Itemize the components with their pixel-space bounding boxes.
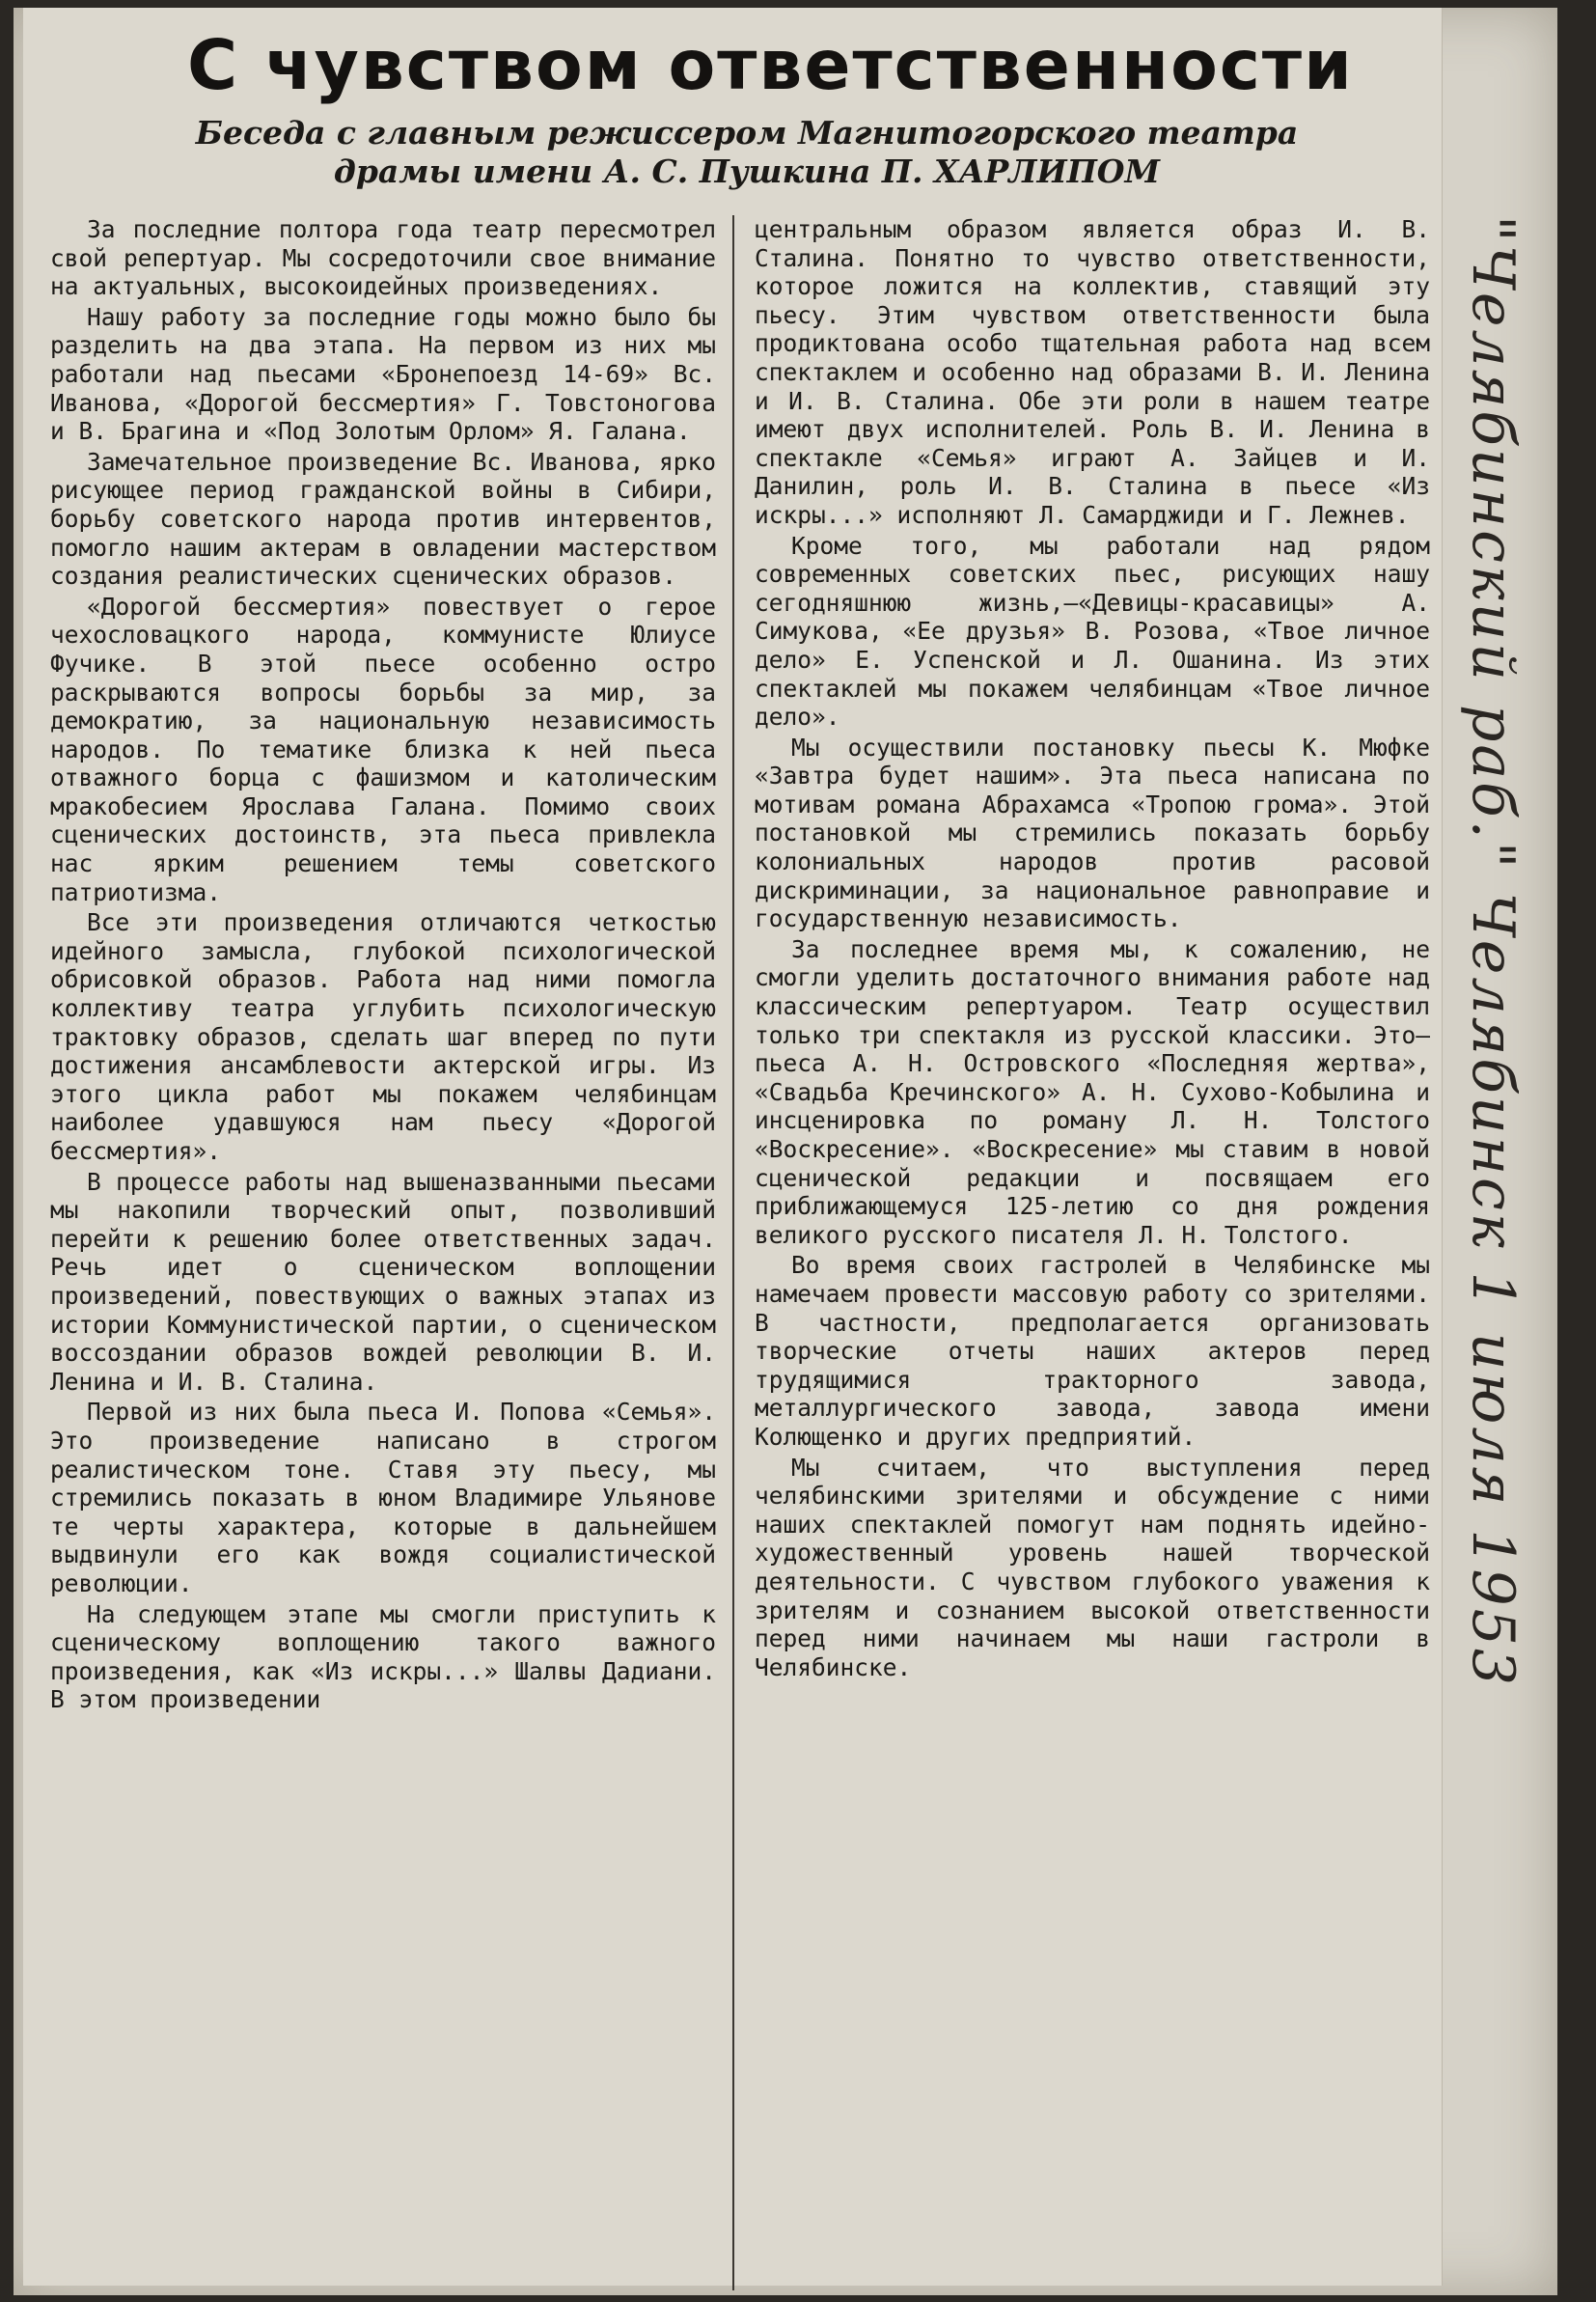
left-column [50, 215, 716, 1716]
paragraph: Первой из них была пьеса И. Попова «Семья». Это произведение написано в строгом реалистическом тоне. Ставя эту пьесу, мы стремились показать в юном Владимире Ульянове те черты характера, которые в дальнейшем выдвинули его как вождя социалистической революции. [50, 1398, 716, 1597]
newspaper-scan [14, 8, 1557, 2295]
paragraph: центральным образом является образ И. В. Сталина. Понятно то чувство ответственности, которое ложится на коллектив, ставящий эту пьесу. Этим чувством ответственности была продиктована особо тщательная работа над всем спектаклем и особенно над образами В. И. Ленина и И. В. Сталина. Обе эти роли в нашем театре имеют двух исполнителей. Роль В. И. Ленина в спектакле «Семья» играют А. Зайцев и И. Данилин, роль И. В. Сталина в пьесе «Из искры...» исполняют Л. Самарджиди и Г. Лежнев. [755, 215, 1430, 529]
newspaper-clipping [23, 8, 1443, 2286]
paragraph: Кроме того, мы работали над рядом современных советских пьес, рисующих нашу сегодняшнюю жизнь,—«Девицы-красавицы» А. Симукова, «Ее друзья» В. Розова, «Твое личное дело» Е. Успенской и Л. Ошанина. Из этих спектаклей мы покажем челябинцам «Твое личное дело». [755, 531, 1430, 732]
subtitle-line-2: драмы имени А. С. Пушкина П. ХАРЛИПОМ [333, 153, 1161, 190]
handwritten-source-note: "Челябинский раб." Челябинск 1 июля 1953 [1459, 215, 1527, 1689]
article-headline: С чувством ответственности [187, 25, 1354, 105]
paragraph: На следующем этапе мы смогли приступить к сценическому воплощению такого важного произведения, как «Из искры...» Шалвы Дадиани. В этом произведении [50, 1599, 716, 1714]
paragraph: Замечательное произведение Вс. Иванова, ярко рисующее период гражданской войны в Сибири, борьбу советского народа против интервентов, помогло нашим актерам в овладении мастерством создания реалистических сценических образов. [50, 447, 716, 591]
subtitle-line-1: Беседа с главным режиссером Магнитогорского театра [195, 114, 1299, 152]
paragraph: За последние полтора года театр пересмотрел свой репертуар. Мы сосредоточили свое внимание на актуальных, высокоидейных произведениях. [50, 215, 716, 301]
paragraph: В процессе работы над вышеназванными пьесами мы накопили творческий опыт, позволивший перейти к решению более ответственных задач. Речь идет о сценическом воплощении произведений, повествующих о важных этапах из истории Коммунистической партии, о сценическом воссоздании образов вождей революции В. И. Ленина и И. В. Сталина. [50, 1167, 716, 1396]
paragraph: Во время своих гастролей в Челябинске мы намечаем провести массовую работу со зрителями. В частности, предполагается организовать творческие отчеты наших актеров перед трудящимися тракторного завода, металлургического завода, завода имени Колющенко и других предприятий. [755, 1251, 1430, 1451]
right-column [755, 215, 1430, 1683]
paragraph: Мы считаем, что выступления перед челябинскими зрителями и обсуждение с ними наших спектаклей помогут нам поднять идейно-художественный уровень нашей творческой деятельности. С чувством глубокого уважения к зрителям и сознанием высокой ответственности перед ними начинаем мы наши гастроли в Челябинске. [755, 1453, 1430, 1681]
paragraph: За последнее время мы, к сожалению, не смогли уделить достаточного внимания работе над классическим репертуаром. Театр осуществил только три спектакля из русской классики. Это—пьеса А. Н. Островского «Последняя жертва», «Свадьба Кречинского» А. Н. Сухово-Кобылина и инсценировка по роману Л. Н. Толстого «Воскресение». «Воскресение» мы ставим в новой сценической редакции и посвящаем его приближающемуся 125-летию со дня рождения великого русского писателя Л. Н. Толстого. [755, 934, 1430, 1249]
paragraph: Нашу работу за последние годы можно было бы разделить на два этапа. На первом из них мы работали над пьесами «Бронепоезд 14-69» Вс. Иванова, «Дорогой бессмертия» Г. Товстоногова и В. Брагина и «Под Золотым Орлом» Я. Галана. [50, 302, 716, 446]
paragraph: Мы осуществили постановку пьесы К. Мюфке «Завтра будет нашим». Эта пьеса написана по мотивам романа Абрахамса «Тропою грома». Этой постановкой мы стремились показать борьбу колониальных народов против расовой дискриминации, за национальное равноправие и государственную независимость. [755, 733, 1430, 933]
column-divider [732, 215, 734, 2290]
article-subtitle [168, 114, 1326, 191]
paragraph: Все эти произведения отличаются четкостью идейного замысла, глубокой психологической обрисовкой образов. Работа над ними помогла коллективу театра углубить психологическую трактовку образов, сделать шаг вперед по пути достижения ансамблевости актерской игры. Из этого цикла работ мы покажем челябинцам наиболее удавшуюся нам пьесу «Дорогой бессмертия». [50, 908, 716, 1165]
paragraph: «Дорогой бессмертия» повествует о герое чехословацкого народа, коммунисте Юлиусе Фучике. В этой пьесе особенно остро раскрываются вопросы борьбы за мир, за демократию, за национальную независимость народов. По тематике близка к ней пьеса отважного борца с фашизмом и католическим мракобесием Ярослава Галана. Помимо своих сценических достоинств, эта пьеса привлекла нас ярким решением темы советского патриотизма. [50, 592, 716, 906]
